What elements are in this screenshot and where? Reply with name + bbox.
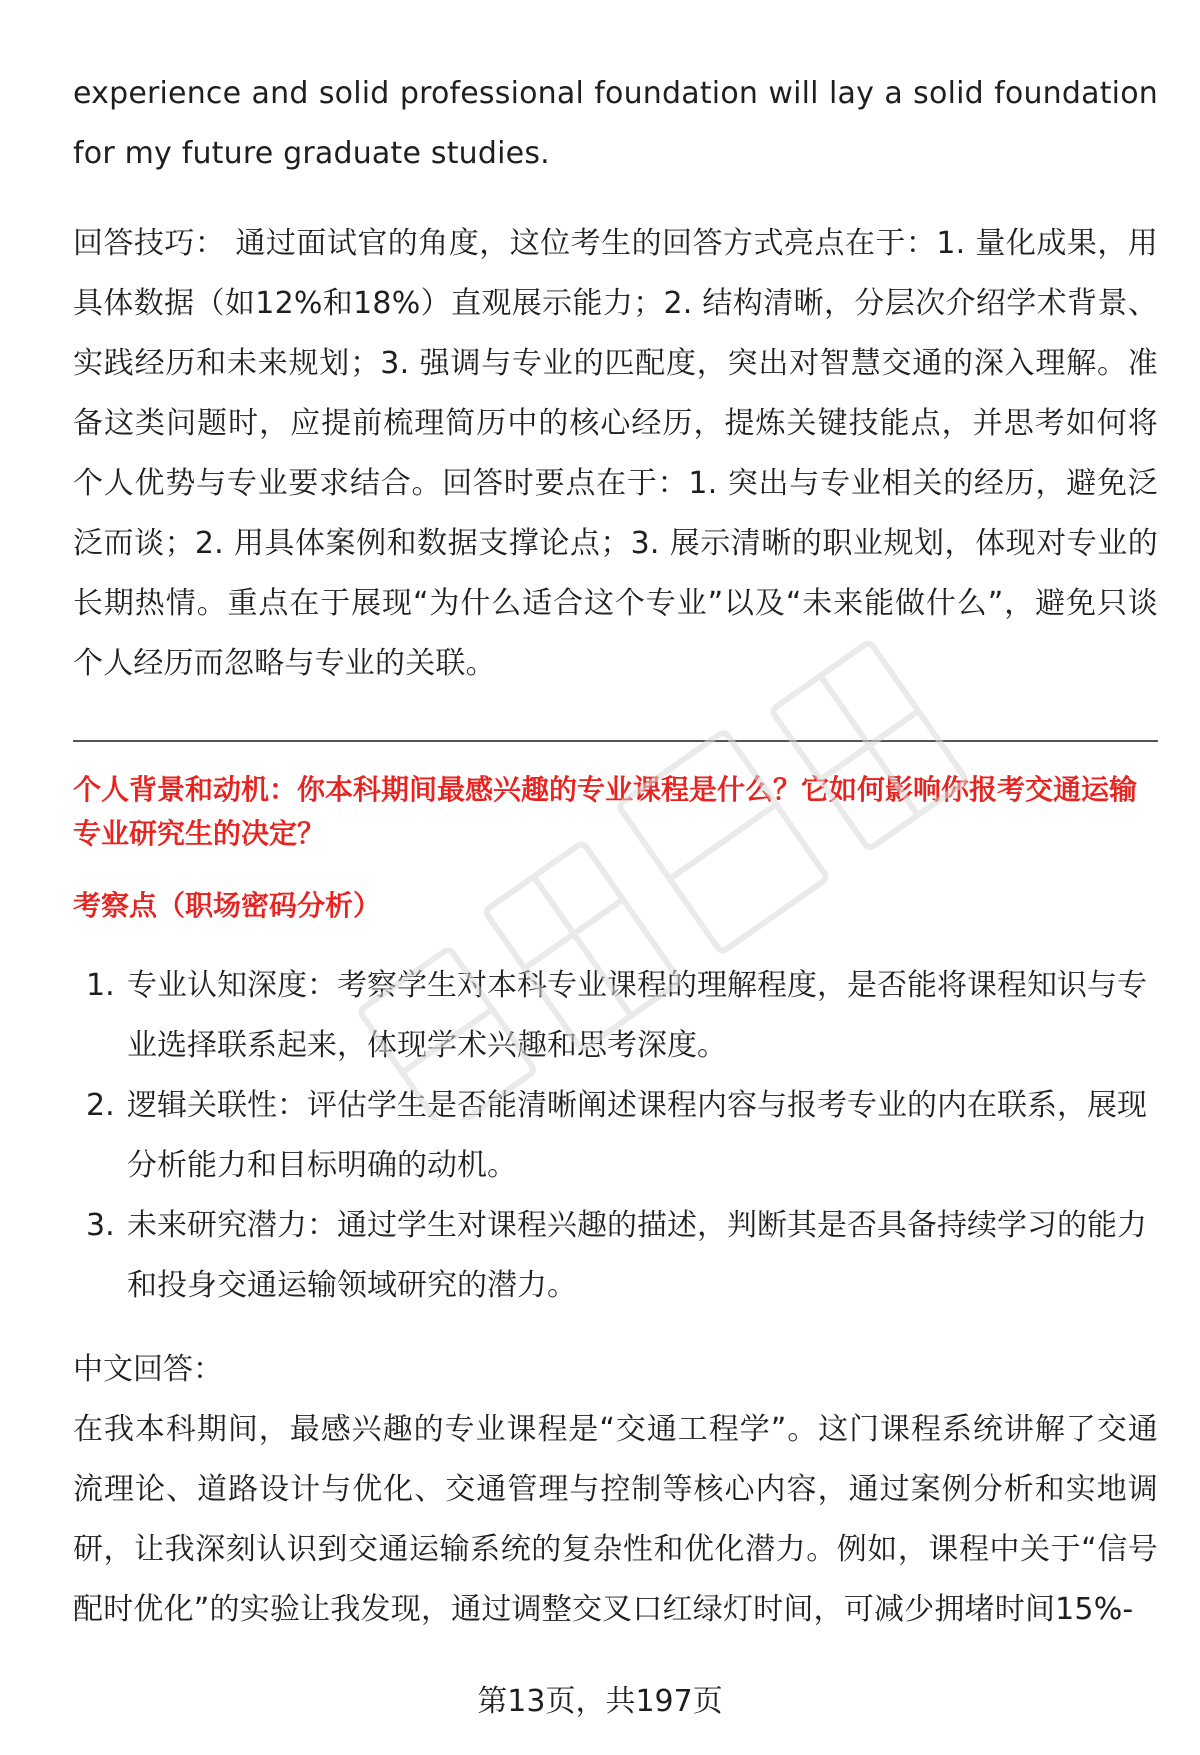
page-number: 第13页，共197页 <box>477 1684 723 1719</box>
list-item <box>73 956 1158 1076</box>
list-item-text: 逻辑关联性：评估学生是否能清晰阐述课程内容与报考专业的内在联系，展现分析能力和目标明确的动机。 <box>127 1088 1147 1183</box>
section-divider <box>73 740 1158 742</box>
intro-paragraph: experience and solid professional foundation will lay a solid foundation for my future graduate studies. <box>73 76 1158 171</box>
list-item-number: 2. <box>86 1088 115 1123</box>
tips-paragraph <box>73 214 1158 694</box>
tips-text: 通过面试官的角度，这位考生的回答方式亮点在于：1. 量化成果，用具体数据（如12%和18%）直观展示能力；2. 结构清晰，分层次介绍学术背景、实践经历和未来规划；3. 强调与专业的匹配度，突出对智慧交通的深入理解。准备这类问题时，应提前梳理简历中的核心经历，提炼关键技能点，并思考如何将个人优势与专业要求结合。回答时要点在于：1. 突出与专业相关的经历，避免泛泛而谈；2. 用具体案例和数据支撑论点；3. 展示清晰的职业规划，体现对专业的长期热情。重点在于展现“为什么适合这个专业”以及“未来能做什么”，避免只谈个人经历而忽略与专业的关联。 <box>73 226 1159 681</box>
question-title: 个人背景和动机：你本科期间最感兴趣的专业课程是什么？它如何影响你报考交通运输专业研究生的决定？ <box>73 773 1138 850</box>
list-item-text: 专业认知深度：考察学生对本科专业课程的理解程度，是否能将课程知识与专业选择联系起来，体现学术兴趣和思考深度。 <box>127 968 1147 1063</box>
assessment-points-list <box>73 956 1158 1316</box>
list-item-text: 未来研究潜力：通过学生对课程兴趣的描述，判断其是否具备持续学习的能力和投身交通运输领域研究的潜力。 <box>127 1208 1147 1303</box>
answer-label: 中文回答： <box>73 1352 223 1387</box>
assessment-subtitle: 考察点（职场密码分析） <box>73 889 382 922</box>
answer-paragraph: 在我本科期间，最感兴趣的专业课程是“交通工程学”。这门课程系统讲解了交通流理论、道路设计与优化、交通管理与控制等核心内容，通过案例分析和实地调研，让我深刻认识到交通运输系统的复杂性和优化潜力。例如，课程中关于“信号配时优化”的实验让我发现，通过调整交叉口红绿灯时间，可减少拥堵时间15%- <box>73 1412 1158 1627</box>
list-item <box>73 1076 1158 1196</box>
list-item-number: 1. <box>86 968 115 1003</box>
tips-label: 回答技巧： <box>73 226 226 261</box>
list-item-number: 3. <box>86 1208 115 1243</box>
list-item <box>73 1196 1158 1316</box>
